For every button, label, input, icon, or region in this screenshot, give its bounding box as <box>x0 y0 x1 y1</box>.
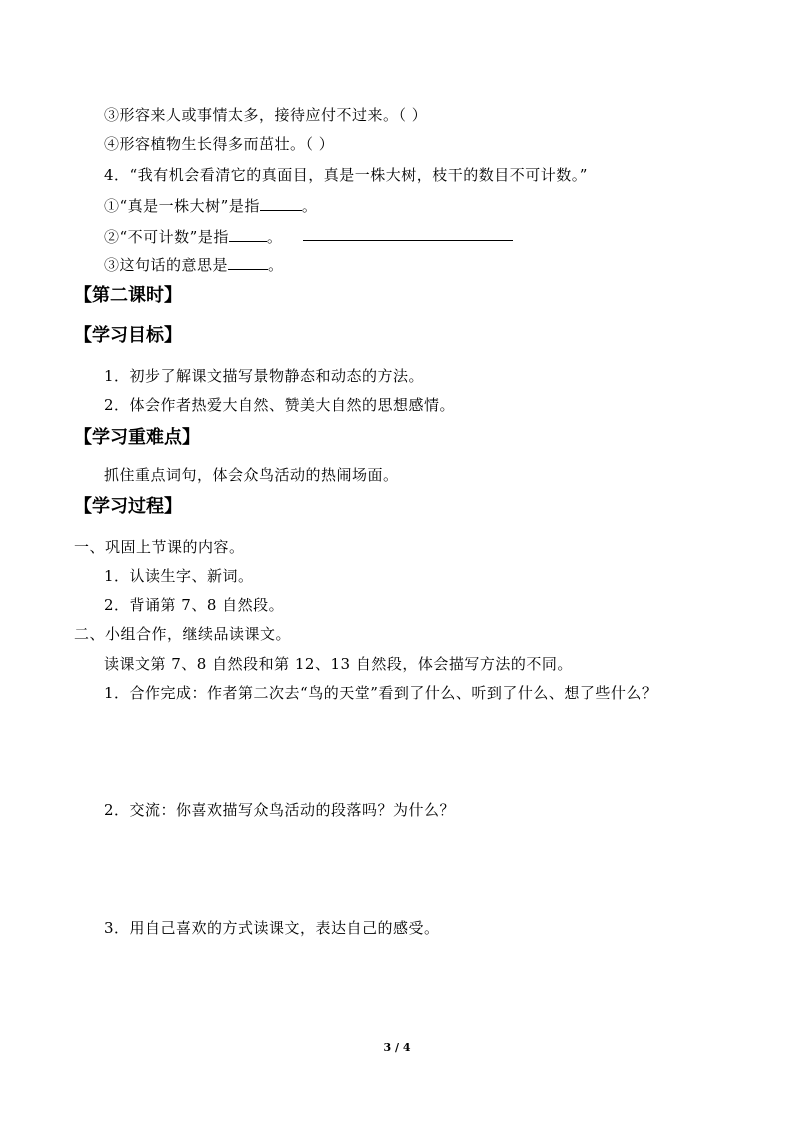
goal-1: 1．初步了解课文描写景物静态和动态的方法。 <box>104 367 425 385</box>
answer-line-long <box>303 240 513 241</box>
exercise-q4: ④形容植物生长得多而茁壮。（ ） <box>104 135 335 153</box>
process-part-2-item-1: 1．合作完成：作者第二次去“鸟的天堂”看到了什么、听到了什么、想了些什么？ <box>104 684 658 702</box>
exercise-sub2 <box>104 227 282 247</box>
answer-blank <box>228 255 268 270</box>
exercise-sub3 <box>104 255 284 275</box>
answer-blank <box>260 196 302 211</box>
exercise-question-4: 4．“我有机会看清它的真面目，真是一株大树，枝干的数目不可计数。” <box>104 166 588 184</box>
goal-2: 2．体会作者热爱大自然、赞美大自然的思想感情。 <box>104 396 456 414</box>
heading-key-points: 【学习重难点】 <box>74 427 200 448</box>
heading-lesson-2: 【第二课时】 <box>74 285 182 306</box>
sub1-text: ①“真是一株大树”是指 <box>104 197 260 215</box>
heading-process: 【学习过程】 <box>74 496 182 517</box>
sub3-period: 。 <box>268 256 284 274</box>
key-points-text: 抓住重点词句，体会众鸟活动的热闹场面。 <box>104 466 399 484</box>
process-part-2-item-2: 2．交流：你喜欢描写众鸟活动的段落吗？为什么？ <box>104 801 456 819</box>
sub2-period: 。 <box>266 228 283 246</box>
process-part-1-title: 一、巩固上节课的内容。 <box>74 538 245 556</box>
exercise-q3: ③形容来人或事情太多，接待应付不过来。（ ） <box>104 106 428 124</box>
heading-goals: 【学习目标】 <box>74 325 182 346</box>
process-part-2-item-3: 3．用自己喜欢的方式读课文，表达自己的感受。 <box>104 919 440 937</box>
sub1-period: 。 <box>301 197 318 215</box>
process-part-2-intro: 读课文第 7、8 自然段和第 12、13 自然段，体会描写方法的不同。 <box>104 655 573 673</box>
exercise-sub1 <box>104 196 317 216</box>
sub2-text: ②“不可计数”是指 <box>104 228 229 246</box>
page-number: 3 / 4 <box>383 1041 411 1054</box>
process-part-1-item-2: 2．背诵第 7、8 自然段。 <box>104 596 285 614</box>
sub3-text: ③这句话的意思是 <box>104 256 229 274</box>
process-part-2-title: 二、小组合作，继续品读课文。 <box>74 625 292 643</box>
answer-blank <box>229 227 267 242</box>
process-part-1-item-1: 1．认读生字、新词。 <box>104 567 254 585</box>
